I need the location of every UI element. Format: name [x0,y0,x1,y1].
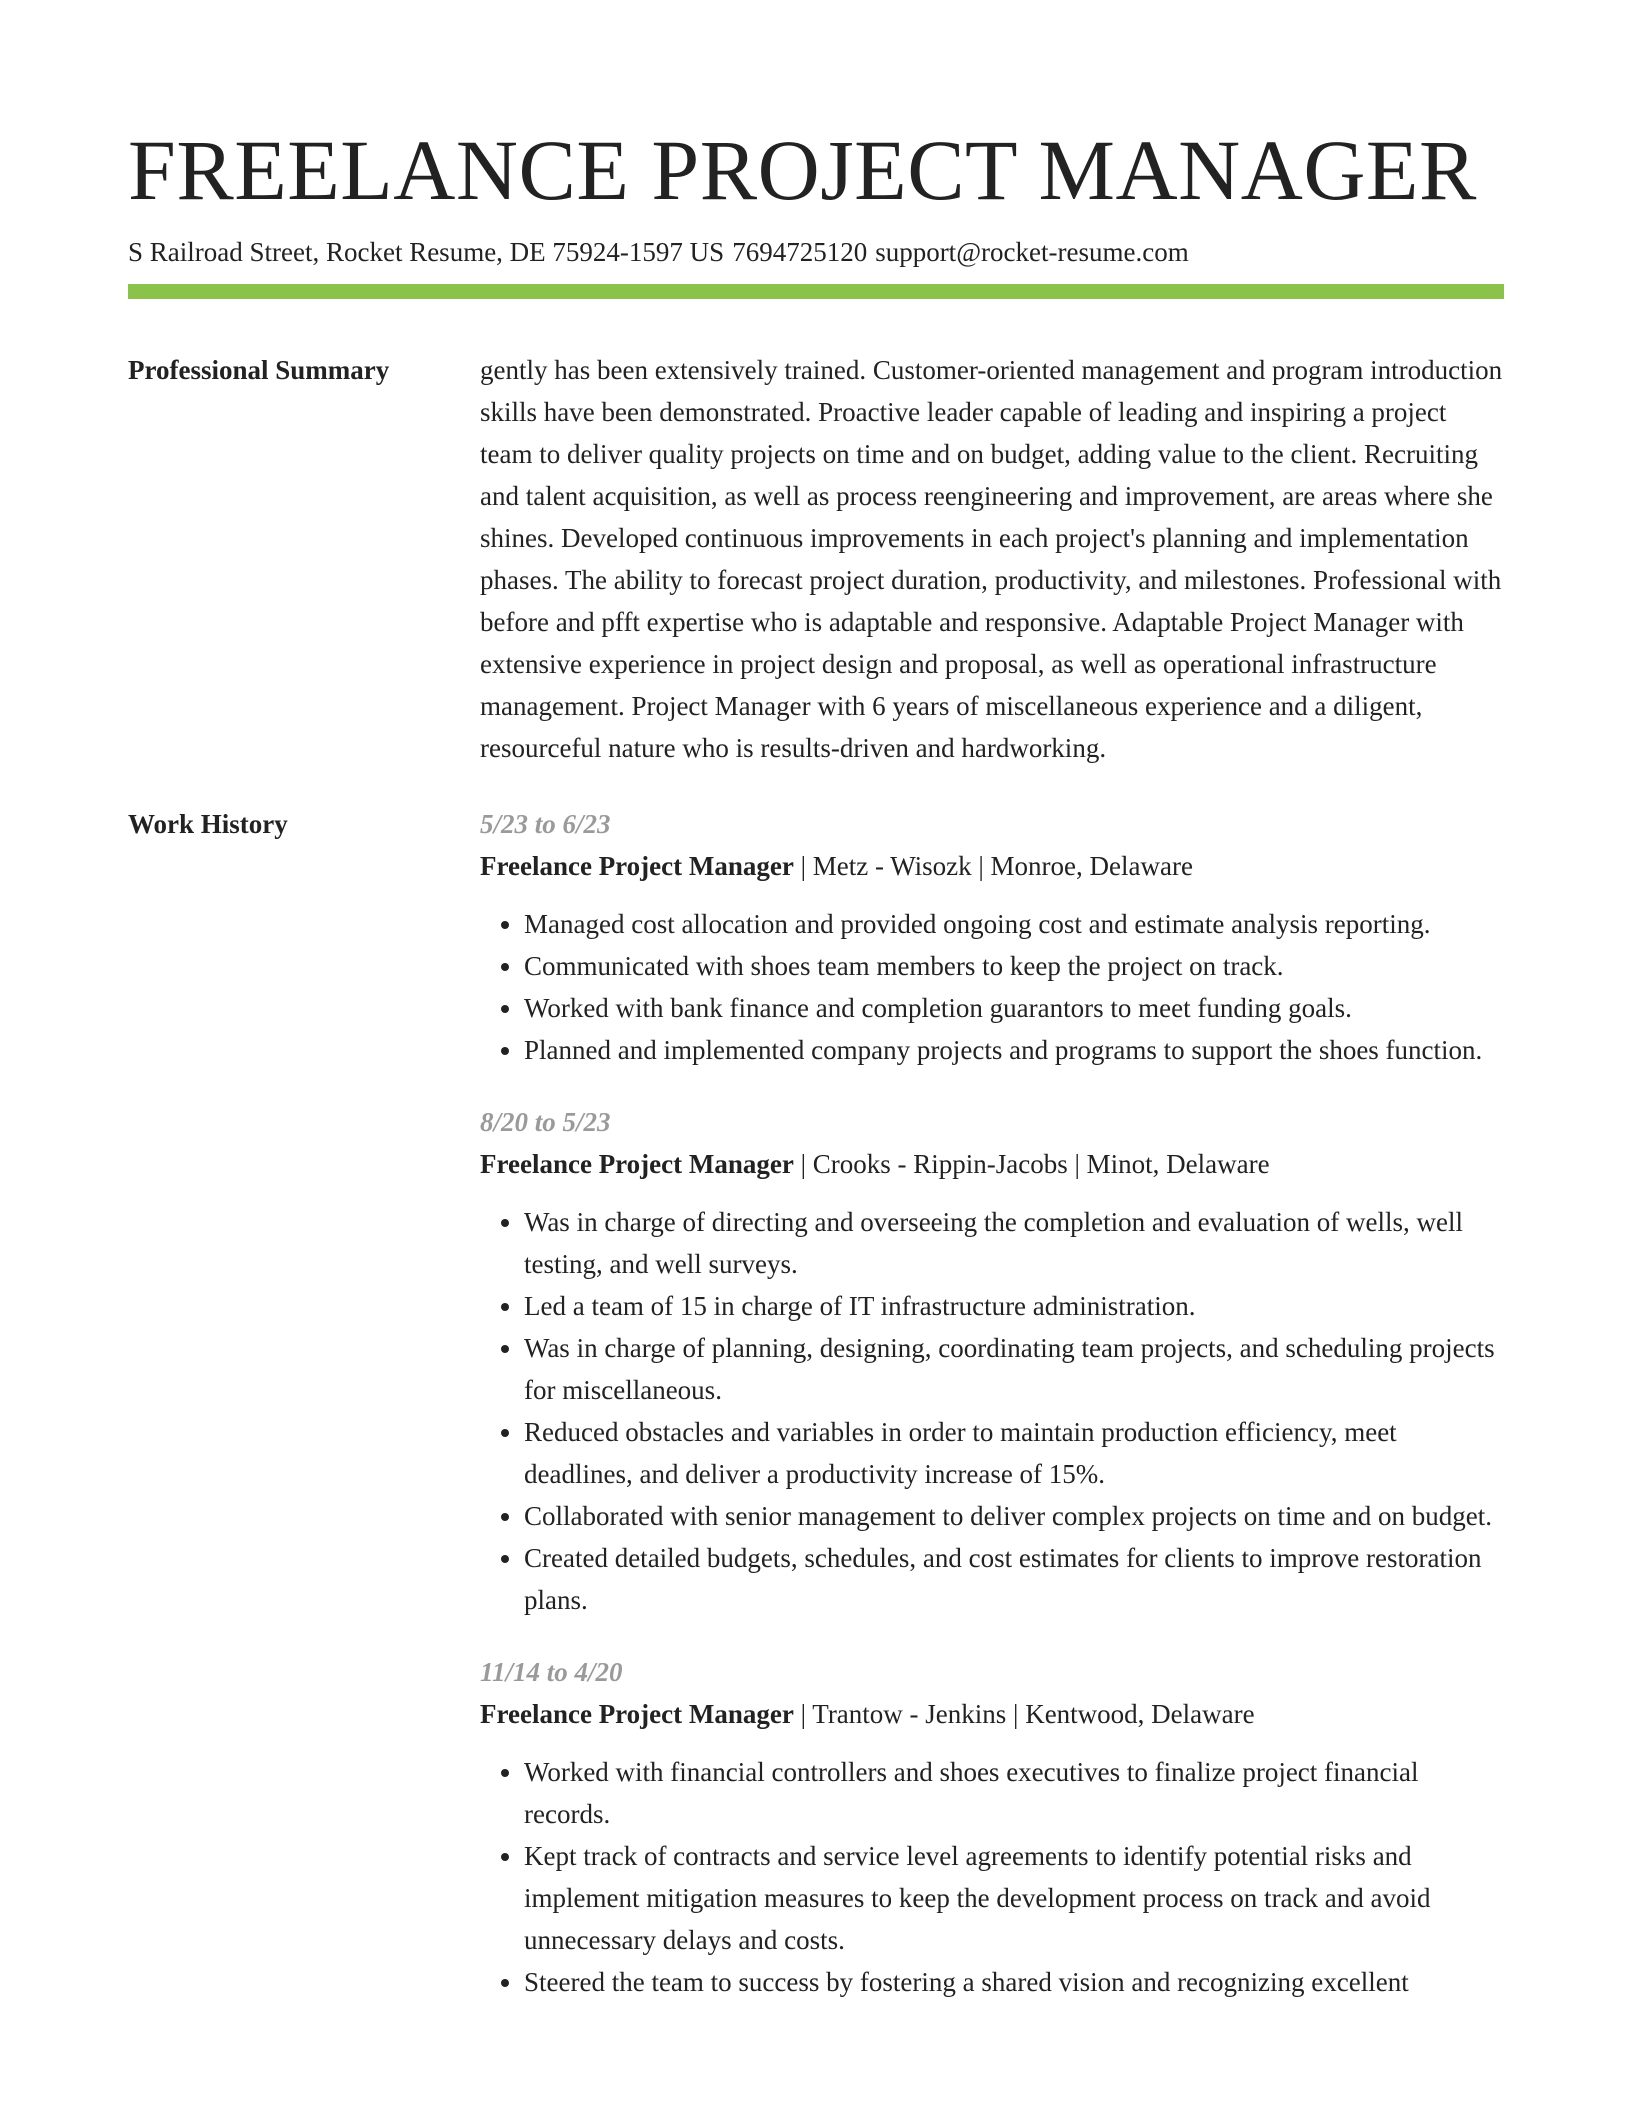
job-title: Freelance Project Manager [480,1149,794,1179]
job-bullet-list [480,1751,1504,2003]
contact-email: support@rocket-resume.com [875,237,1189,267]
resume-name-heading: FREELANCE PROJECT MANAGER [128,122,1477,218]
work-history-body [480,803,1504,2033]
job-bullet: • Was in charge of planning, designing, coordinating team projects, and scheduling projects for miscellaneous. [524,1327,1504,1411]
job-bullet: • Led a team of 15 in charge of IT infrastructure administration. [524,1285,1504,1327]
job-dates: 11/14 to 4/20 [480,1657,623,1687]
resume-page [128,0,1504,2033]
job-entry [480,1651,1504,2003]
summary-text: gently has been extensively trained. Customer-oriented management and program introduction skills have been demonstrated. Proactive leader capable of leading and inspiring a project team to deliver quality projects on time and on budget, adding value to the client. Recruiting and talent acquisition, as well as process reengineering and improvement, are areas where she shines. Developed continuous improvements in each project's planning and implementation phases. The ability to forecast project duration, productivity, and milestones. Professional with before and pfft expertise who is adaptable and responsive. Adaptable Project Manager with extensive experience in project design and proposal, as well as operational infrastructure management. Project Manager with 6 years of miscellaneous experience and a diligent, resourceful nature who is results-driven and hardworking. [480,355,1503,763]
summary-body [480,349,1504,769]
job-bullet: • Kept track of contracts and service level agreements to identify potential risks and implement mitigation measures to keep the development process on track and avoid unnecessary delays and costs. [524,1835,1504,1961]
job-bullet: • Planned and implemented company projects and programs to support the shoes function. [524,1029,1504,1071]
job-bullet-list [480,1201,1504,1621]
contact-line [128,234,1504,270]
job-title: Freelance Project Manager [480,1699,794,1729]
job-bullet: • Communicated with shoes team members to keep the project on track. [524,945,1504,987]
contact-address: S Railroad Street, Rocket Resume, DE 75924-1597 US [128,237,725,267]
job-title-line [480,1693,1504,1735]
work-history-label: Work History [128,809,288,839]
job-bullet: • Worked with bank finance and completion guarantors to meet funding goals. [524,987,1504,1029]
job-company-location: | Metz - Wisozk | Monroe, Delaware [793,851,1193,881]
job-company-location: | Trantow - Jenkins | Kentwood, Delaware [793,1699,1255,1729]
summary-label: Professional Summary [128,355,390,385]
job-company-location: | Crooks - Rippin-Jacobs | Minot, Delaware [793,1149,1270,1179]
job-bullet: • Worked with financial controllers and shoes executives to finalize project financial records. [524,1751,1504,1835]
job-title-line [480,1143,1504,1185]
job-entry [480,803,1504,1071]
job-bullet: • Managed cost allocation and provided ongoing cost and estimate analysis reporting. [524,903,1504,945]
job-title-line [480,845,1504,887]
summary-section [128,349,1504,769]
job-bullet: • Steered the team to success by fostering a shared vision and recognizing excellent [524,1961,1504,2003]
job-bullet: • Collaborated with senior management to deliver complex projects on time and on budget. [524,1495,1504,1537]
job-bullet: • Was in charge of directing and overseeing the completion and evaluation of wells, well testing, and well surveys. [524,1201,1504,1285]
accent-divider [128,284,1504,299]
job-dates: 5/23 to 6/23 [480,809,611,839]
job-dates: 8/20 to 5/23 [480,1107,611,1137]
work-history-section [128,803,1504,2033]
contact-phone: 7694725120 [732,237,868,267]
job-title: Freelance Project Manager [480,851,794,881]
job-bullet: • Reduced obstacles and variables in order to maintain production efficiency, meet deadlines, and deliver a productivity increase of 15%. [524,1411,1504,1495]
job-entry [480,1101,1504,1621]
job-bullet-list [480,903,1504,1071]
job-bullet: • Created detailed budgets, schedules, and cost estimates for clients to improve restoration plans. [524,1537,1504,1621]
